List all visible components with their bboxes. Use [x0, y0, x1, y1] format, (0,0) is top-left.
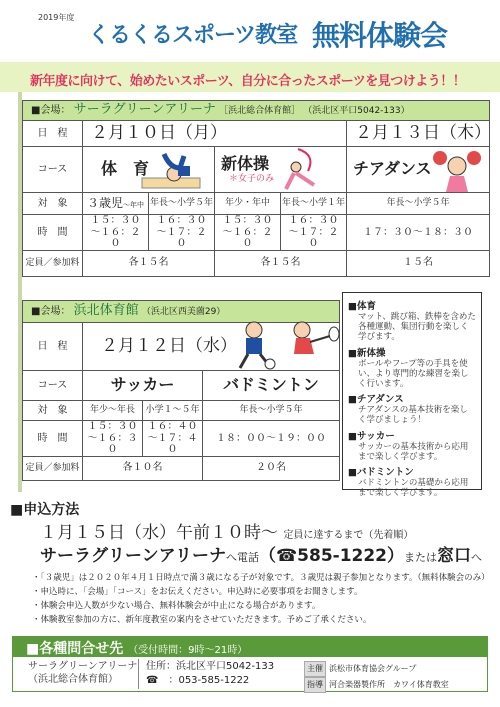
date-label: 日 程: [23, 323, 83, 371]
target-cell: 年長～小学５年: [347, 193, 490, 215]
gymnast-boy-illustration: [140, 148, 202, 194]
target-cell: 年長～小学１年: [281, 193, 347, 215]
cheerleader-illustration: [432, 146, 482, 194]
organizer-tag: 主催: [304, 661, 326, 677]
cap-cell: １５名: [347, 250, 490, 276]
target-label: 対 象: [23, 193, 83, 215]
organizers: [304, 661, 449, 693]
time-cell: １５：３０～１６：２０: [83, 215, 149, 251]
time-cell: １６：４０～１７：４０: [143, 421, 203, 457]
inquiry-venue-sub: （浜北総合体育館）: [28, 674, 118, 685]
inquiry-address: 住所：浜北区平口5042-133: [146, 661, 275, 672]
note-body: サッカーの基本技術から応用まで楽しく学びます。: [358, 441, 469, 462]
target-cell: [83, 193, 149, 215]
time-label: 時 間: [23, 215, 83, 251]
apply-method: [40, 541, 482, 566]
note-body: ボールやフープ等の手具を使い、より専門的な練習を楽しく行います。: [358, 358, 469, 389]
bullet-item: ・体験教室参加の方に、新年度教室の案内をさせていただきます。予めご了承ください。: [32, 615, 372, 625]
inquiry-venue: [28, 660, 137, 686]
target-cell: 年少・年中: [215, 193, 281, 215]
time-cell: １８：００～１９：００: [203, 421, 340, 457]
note-heading: ■バドミントン: [348, 466, 414, 478]
course-label: コース: [23, 147, 83, 193]
organizer-row: [304, 661, 449, 677]
apply-or: または: [404, 551, 438, 564]
course-gym-note: ＊女子のみ: [229, 173, 275, 184]
venue1-name: サーラグリーンアリーナ: [73, 102, 216, 118]
gymnast-girl-illustration: [268, 145, 340, 193]
inquiry-hours: （受付時間：9時～21時）: [128, 645, 248, 656]
note-heading: ■新体操: [348, 347, 386, 359]
note-body: マット、跳び箱、鉄棒を含めた各種運動、集団行動を楽しく学びます。: [358, 312, 476, 343]
venue1-table: [22, 100, 490, 277]
time-label: 時 間: [23, 421, 83, 457]
venue2-name: 浜北体育館: [73, 303, 139, 319]
time-cell: １６：３０～１７：２０: [281, 215, 347, 251]
note-heading: ■サッカー: [348, 430, 395, 442]
course-badminton: [203, 371, 340, 401]
cap-cell: 各１５名: [215, 250, 347, 276]
bullet-item: ・体験会申込人数が少ない場合、無料体験会が中止になる場合があります。: [32, 601, 321, 611]
apply-start-time: １月１５日（水）午前１０時～: [40, 523, 278, 543]
capacity-label: 定員／参加料: [23, 250, 83, 276]
program-title: くるくるスポーツ教室: [88, 23, 298, 48]
inquiry-heading: [26, 638, 247, 658]
date-label: 日 程: [23, 121, 83, 147]
venue1-date-b: ２月１３日（木）: [347, 121, 490, 147]
course-gym-label: 新体操: [221, 154, 270, 174]
guidance-name: 河合楽器製作所 カワイ体育教室: [329, 680, 449, 689]
time-cell: １５：３０～１６：３０: [83, 421, 143, 457]
time-cell: １７：３０～１８：３０: [347, 215, 490, 251]
venue2-date: ２月１２日（水）: [83, 323, 340, 371]
inquiry-contact: [146, 660, 274, 688]
time-cell: １６：３０～１７：２０: [149, 215, 215, 251]
badminton-girl-illustration: [288, 318, 340, 368]
apply-window: 窓口: [437, 546, 472, 566]
trial-title: 無料体験会: [312, 19, 448, 52]
cap-cell: 各１５名: [83, 250, 215, 276]
target-cell: 小学１～５年: [143, 401, 203, 421]
target-big: ３歳児: [86, 195, 123, 210]
apply-heading: ■申込方法: [10, 502, 80, 518]
venue1-sub: ［浜北総合体育館］: [219, 106, 301, 117]
course-notes: [342, 292, 482, 499]
inquiry-title: ■各種問合せ先: [26, 641, 124, 657]
note-heading: ■体育: [348, 301, 376, 312]
bullet-item: ・申込時に、「会場」「コース」をお伝えください。申込時に必要事項をお聞きします。: [32, 587, 363, 597]
course-pe-label: 体 育: [101, 159, 150, 179]
cap-cell: ２０名: [203, 456, 340, 480]
capacity-label: 定員／参加料: [23, 456, 83, 480]
apply-bullets: [32, 571, 490, 627]
venue1-date-a: ２月１０日（月）: [83, 121, 347, 147]
target-cell: 年少～年長: [83, 401, 143, 421]
bullet-item: ・「３歳児」は２０２０年４月１日時点で満３歳になる子が対象です。３歳児は親子参加となります。（無料体験会のみ）: [32, 573, 490, 583]
venue-label: ■会場：: [31, 105, 71, 117]
apply-note: 定員に達するまで（先着順）: [283, 530, 414, 541]
apply-start: [40, 518, 413, 543]
venue1-header: [23, 101, 490, 121]
apply-phone: （☎585-1222）: [258, 546, 405, 566]
venue1-addr: （浜北区平口5042-133）: [303, 106, 410, 117]
target-small: ～年中: [123, 200, 144, 209]
inquiry-divider: [138, 659, 139, 689]
venue2-addr: （浜北区西美薗29）: [141, 307, 226, 318]
target-cell: 年長～小学５年: [203, 401, 340, 421]
course-badminton-label: バドミントン: [223, 375, 319, 395]
venue-label: ■会場：: [31, 306, 71, 318]
course-soccer: [83, 371, 203, 401]
note-body: バドミントンの基礎から応用まで楽しく学びます。: [358, 477, 469, 499]
target-cell: 年長～小学５年: [149, 193, 215, 215]
inquiry-phone: ☎ ：053-585-1222: [146, 675, 250, 686]
soccer-boy-illustration: [232, 320, 278, 370]
target-label: 対 象: [23, 401, 83, 421]
course-label: コース: [23, 371, 83, 401]
guidance-row: [304, 677, 449, 693]
guidance-tag: 指導: [304, 677, 326, 693]
course-soccer-label: サッカー: [110, 375, 175, 395]
organizer-name: 浜松市体育協会グループ: [329, 664, 417, 673]
time-cell: １５：３０～１６：２０: [215, 215, 281, 251]
note-body: チアダンスの基本技術を楽しく学びましょう！: [358, 405, 468, 426]
apply-phone-label: へ電話: [225, 551, 259, 564]
apply-venue: サーラグリーンアリーナ: [40, 546, 226, 566]
cap-cell: 各１０名: [83, 456, 203, 480]
year-label: 2019年度: [38, 13, 75, 22]
course-cheer-label: チアダンス: [353, 159, 432, 179]
apply-window-suffix: へ: [471, 551, 483, 564]
inquiry-venue-name: サーラグリーンアリーナ: [28, 661, 138, 672]
subtitle: 新年度に向けて、始めたいスポーツ、自分に合ったスポーツを見つけよう！！: [30, 74, 466, 89]
note-heading: ■チアダンス: [348, 394, 404, 406]
